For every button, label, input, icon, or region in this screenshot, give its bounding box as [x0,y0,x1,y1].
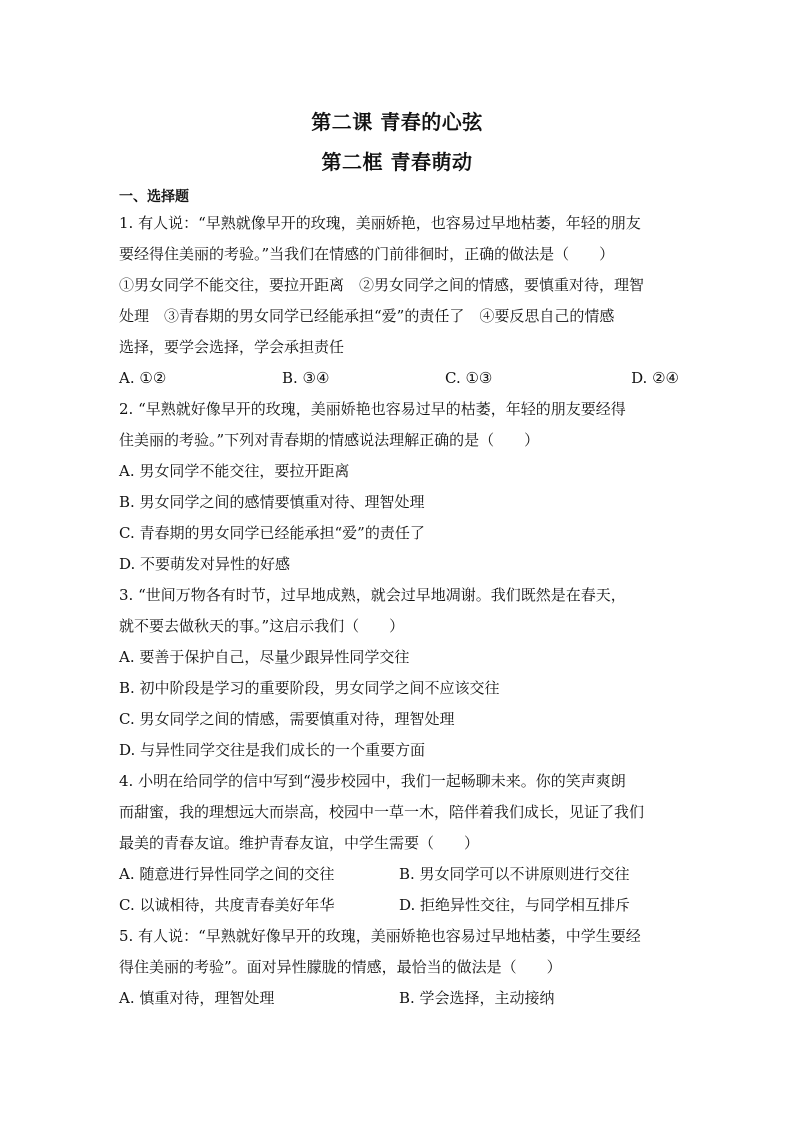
option-c: C. 以诚相待，共度青春美好年华 [119,896,335,914]
question-line: 1. 有人说：“早熟就像早开的玫瑰，美丽娇艳，也容易过早地枯萎，年轻的朋友 [119,214,641,232]
question-line: 4. 小明在给同学的信中写到“漫步校园中，我们一起畅聊未来。你的笑声爽朗 [119,772,626,790]
option-a: A. ①② [119,369,167,387]
option-a: A. 要善于保护自己，尽量少跟异性同学交往 [119,648,410,666]
answer-options-row [119,983,679,1014]
option-b: B. 学会选择，主动接纳 [399,989,555,1007]
lesson-subtitle: 第二框 青春萌动 [321,150,473,174]
option-d: D. 拒绝异性交往，与同学相互排斥 [399,896,631,914]
option-c: C. 青春期的男女同学已经能承担“爱”的责任了 [119,524,425,542]
question-line: 5. 有人说：“早熟就好像早开的玫瑰，美丽娇艳也容易过早地枯萎，中学生要经 [119,927,641,945]
section-heading: 一、选择题 [119,189,189,205]
option-c: C. ①③ [445,369,493,387]
question-line: 得住美丽的考验”。面对异性朦胧的情感，最恰当的做法是（ ） [119,958,562,976]
option-b: B. ③④ [282,369,330,387]
answer-options-row [119,890,679,921]
question-4 [119,766,679,921]
option-d: D. ②④ [631,369,679,387]
question-2 [119,394,679,580]
option-a: A. 随意进行异性同学之间的交往 [119,865,335,883]
question-line: 2. “早熟就好像早开的玫瑰，美丽娇艳也容易过早的枯萎，年轻的朋友要经得 [119,400,626,418]
question-line: 要经得住美丽的考验。”当我们在情感的门前徘徊时，正确的做法是（ ） [119,245,615,263]
option-a: A. 慎重对待，理智处理 [119,989,275,1007]
question-line: 最美的青春友谊。维护青春友谊，中学生需要（ ） [119,834,480,852]
question-3 [119,580,679,766]
question-list [119,208,679,1014]
answer-options-row [119,859,679,890]
option-d: D. 不要萌发对异性的好感 [119,555,291,573]
option-b: B. 男女同学之间的感情要慎重对待、理智处理 [119,493,425,511]
option-d: D. 与异性同学交往是我们成长的一个重要方面 [119,741,426,759]
question-line: 就不要去做秋天的事。”这启示我们（ ） [119,617,405,635]
answer-options [119,363,679,394]
question-line: ①男女同学不能交往，要拉开距离 ②男女同学之间的情感，要慎重对待，理智 [119,276,645,294]
option-a: A. 男女同学不能交往，要拉开距离 [119,462,350,480]
question-line: 选择，要学会选择，学会承担责任 [119,338,345,356]
question-line: 处理 ③青春期的男女同学已经能承担“爱”的责任了 ④要反思自己的情感 [119,307,615,325]
question-line: 3. “世间万物各有时节，过早地成熟，就会过早地凋谢。我们既然是在春天， [119,586,626,604]
question-line: 住美丽的考验。”下列对青春期的情感说法理解正确的是（ ） [119,431,540,449]
option-b: B. 男女同学可以不讲原则进行交往 [399,865,630,883]
option-c: C. 男女同学之间的情感，需要慎重对待，理智处理 [119,710,455,728]
question-5 [119,921,679,1014]
question-line: 而甜蜜，我的理想远大而崇高，校园中一草一木，陪伴着我们成长，见证了我们 [119,803,645,821]
lesson-title: 第二课 青春的心弦 [311,110,483,134]
question-1 [119,208,679,394]
option-b: B. 初中阶段是学习的重要阶段，男女同学之间不应该交往 [119,679,500,697]
